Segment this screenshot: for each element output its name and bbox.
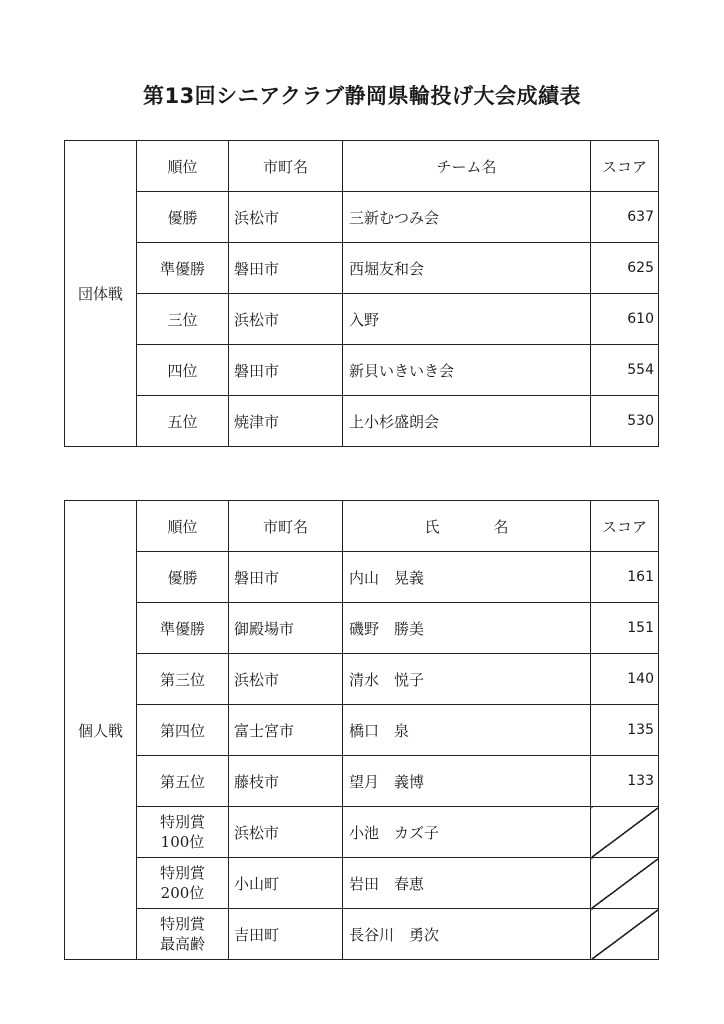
- rank-cell: 準優勝: [137, 243, 229, 294]
- rank-cell: 第五位: [137, 756, 229, 807]
- person-name-cell: 橋口 泉: [343, 705, 591, 756]
- special-rank-line2: 最高齢: [159, 935, 205, 953]
- table-row: [65, 654, 659, 705]
- city-cell: 浜松市: [229, 192, 343, 243]
- team-category-label: 団体戦: [65, 141, 137, 447]
- city-cell: 浜松市: [229, 294, 343, 345]
- score-cell: 625: [591, 243, 659, 294]
- table-row: [65, 396, 659, 447]
- header-team-name: チーム名: [343, 141, 591, 192]
- special-award-row: [65, 909, 659, 960]
- individual-results-table: [64, 500, 659, 960]
- city-cell: 磐田市: [229, 243, 343, 294]
- header-person-name: [343, 501, 591, 552]
- team-name-cell: 三新むつみ会: [343, 192, 591, 243]
- table-header-row: [65, 141, 659, 192]
- special-rank-line1: 特別賞: [159, 864, 205, 882]
- special-award-row: [65, 858, 659, 909]
- score-cell: 151: [591, 603, 659, 654]
- rank-cell: 第四位: [137, 705, 229, 756]
- city-cell: 磐田市: [229, 345, 343, 396]
- header-name-part1: 氏: [424, 517, 440, 536]
- city-cell: 浜松市: [229, 807, 343, 858]
- team-results-table: [64, 140, 659, 447]
- table-row: [65, 705, 659, 756]
- rank-cell: 準優勝: [137, 603, 229, 654]
- header-score: スコア: [591, 141, 659, 192]
- score-cell: 135: [591, 705, 659, 756]
- header-rank: 順位: [137, 501, 229, 552]
- table-row: [65, 345, 659, 396]
- special-rank-line2: 100位: [160, 833, 205, 851]
- table-row: [65, 192, 659, 243]
- special-rank-line1: 特別賞: [159, 813, 205, 831]
- city-cell: 富士宮市: [229, 705, 343, 756]
- person-name-cell: 長谷川 勇次: [343, 909, 591, 960]
- score-cell: 161: [591, 552, 659, 603]
- special-rank-cell: [137, 807, 229, 858]
- person-name-cell: 磯野 勝美: [343, 603, 591, 654]
- header-name-part2: 名: [493, 517, 509, 536]
- special-rank-line2: 200位: [160, 884, 205, 902]
- table-row: [65, 243, 659, 294]
- rank-cell: 四位: [137, 345, 229, 396]
- header-city: 市町名: [229, 141, 343, 192]
- city-cell: 磐田市: [229, 552, 343, 603]
- header-city: 市町名: [229, 501, 343, 552]
- score-cell: 140: [591, 654, 659, 705]
- empty-score-cell: [591, 858, 659, 909]
- individual-category-label: 個人戦: [65, 501, 137, 960]
- city-cell: 浜松市: [229, 654, 343, 705]
- header-rank: 順位: [137, 141, 229, 192]
- special-rank-line1: 特別賞: [159, 915, 205, 933]
- city-cell: 藤枝市: [229, 756, 343, 807]
- city-cell: 御殿場市: [229, 603, 343, 654]
- special-rank-cell: [137, 858, 229, 909]
- rank-cell: 五位: [137, 396, 229, 447]
- person-name-cell: 清水 悦子: [343, 654, 591, 705]
- person-name-cell: 望月 義博: [343, 756, 591, 807]
- person-name-cell: 内山 晃義: [343, 552, 591, 603]
- table-row: [65, 552, 659, 603]
- special-rank-cell: [137, 909, 229, 960]
- score-cell: 554: [591, 345, 659, 396]
- team-name-cell: 新貝いきいき会: [343, 345, 591, 396]
- page-title: 第13回シニアクラブ静岡県輪投げ大会成績表: [142, 84, 582, 108]
- table-header-row: [65, 501, 659, 552]
- header-score: スコア: [591, 501, 659, 552]
- team-name-cell: 上小杉盛朗会: [343, 396, 591, 447]
- score-cell: 530: [591, 396, 659, 447]
- city-cell: 吉田町: [229, 909, 343, 960]
- table-row: [65, 756, 659, 807]
- team-name-cell: 入野: [343, 294, 591, 345]
- empty-score-cell: [591, 807, 659, 858]
- rank-cell: 優勝: [137, 192, 229, 243]
- team-name-cell: 西堀友和会: [343, 243, 591, 294]
- special-award-row: [65, 807, 659, 858]
- rank-cell: 第三位: [137, 654, 229, 705]
- city-cell: 焼津市: [229, 396, 343, 447]
- city-cell: 小山町: [229, 858, 343, 909]
- rank-cell: 三位: [137, 294, 229, 345]
- table-row: [65, 294, 659, 345]
- score-cell: 133: [591, 756, 659, 807]
- person-name-cell: 岩田 春恵: [343, 858, 591, 909]
- empty-score-cell: [591, 909, 659, 960]
- table-row: [65, 603, 659, 654]
- score-cell: 637: [591, 192, 659, 243]
- score-cell: 610: [591, 294, 659, 345]
- rank-cell: 優勝: [137, 552, 229, 603]
- person-name-cell: 小池 カズ子: [343, 807, 591, 858]
